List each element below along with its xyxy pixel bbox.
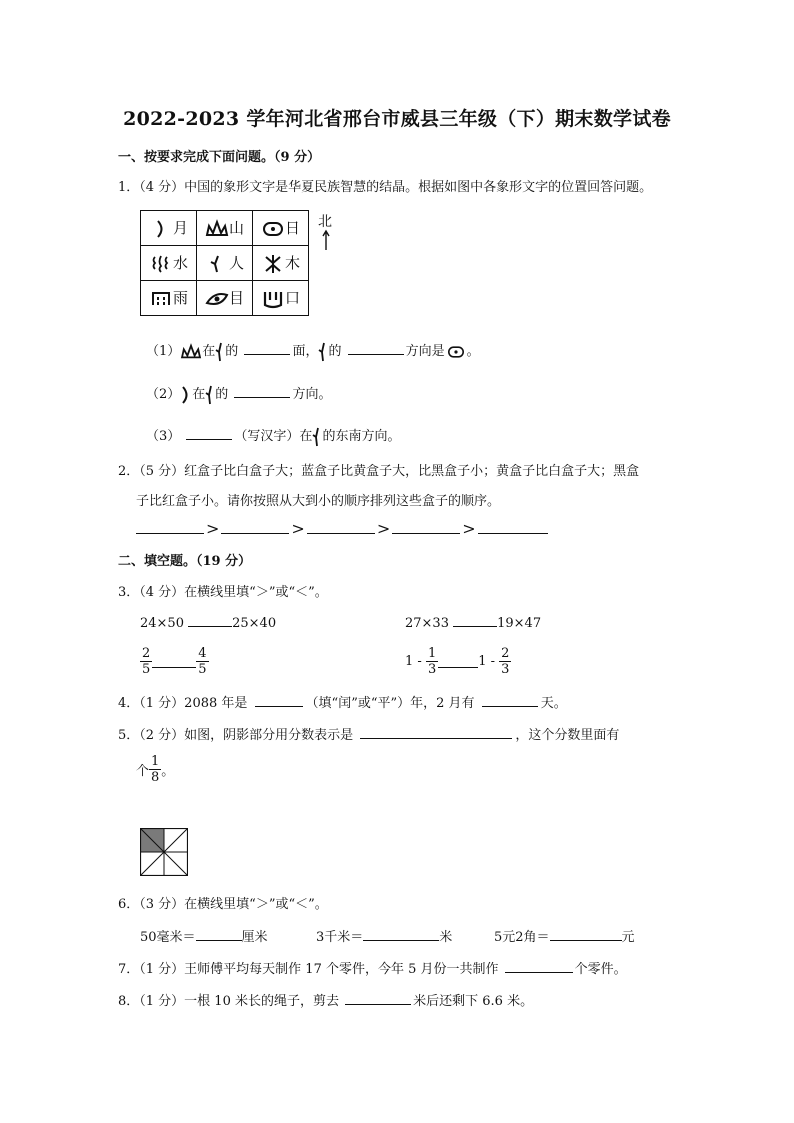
denominator: 5 — [198, 662, 207, 677]
q1-sub2-de: 的 — [215, 387, 229, 402]
q4-blank-2[interactable] — [482, 694, 538, 707]
q6-blank-1[interactable] — [196, 928, 242, 941]
denominator: 3 — [501, 662, 510, 677]
gt-sign: > — [462, 519, 476, 538]
fraction-1-3 — [426, 646, 438, 677]
fraction-2-5 — [140, 646, 152, 677]
sun-pictograph-icon — [445, 344, 467, 360]
q1-sub3-blank[interactable] — [186, 427, 232, 440]
eye-pictograph-icon — [205, 289, 229, 309]
q6-a-left: 50毫米＝ — [140, 930, 196, 945]
cell-moon-char: 月 — [172, 219, 188, 237]
q3-e2-left: 27×33 — [405, 616, 449, 631]
person-pictograph-icon — [205, 254, 229, 274]
q4-a: 4．（1 分）2088 年是 — [118, 696, 248, 711]
q2-blank-5[interactable] — [478, 521, 548, 534]
cell-mountain-char: 山 — [228, 219, 244, 237]
numerator: 2 — [501, 646, 510, 661]
q6-stem: 6．（3 分）在横线里填“＞”或“＜”。 — [118, 897, 328, 912]
numerator: 1 — [427, 646, 437, 661]
q3-blank-3[interactable] — [152, 655, 196, 668]
tree-pictograph-icon — [261, 254, 285, 274]
moon-pictograph-icon — [180, 385, 192, 405]
q3-blank-2[interactable] — [453, 614, 497, 627]
q1-sub3-mid: （写汉字）在 — [234, 429, 313, 444]
q1-sub1-de2: 的 — [328, 344, 342, 359]
north-arrow-icon — [321, 229, 331, 251]
q1-sub1-de: 的 — [225, 344, 239, 359]
q5-c: 个 — [136, 764, 150, 779]
q5-blank-1[interactable] — [360, 726, 512, 739]
cell-rain — [141, 281, 197, 316]
q5-line-1 — [118, 724, 619, 743]
cell-sun — [253, 211, 309, 246]
q3-expr-3 — [140, 646, 209, 677]
q8-b: 米后还剩下 6.6 米。 — [413, 994, 534, 1009]
gt-sign: > — [376, 519, 391, 538]
person-pictograph-icon — [205, 385, 215, 405]
q3-stem: 3．（4 分）在横线里填“＞”或“＜”。 — [118, 585, 328, 600]
q1-sub1-end: 。 — [466, 344, 480, 359]
water-pictograph-icon — [149, 254, 173, 274]
q6-item-2 — [316, 926, 452, 945]
q3-f3-prefix: 1 - — [405, 654, 422, 669]
q5-d: 。 — [161, 764, 175, 779]
mountain-pictograph-icon — [180, 343, 202, 361]
q7-b: 个零件。 — [574, 962, 627, 977]
page-title: 2022-2023 学年河北省邢台市威县三年级（下）期末数学试卷 — [123, 108, 671, 130]
q3-e1-left: 24×50 — [140, 616, 184, 631]
q1-sub2 — [146, 383, 331, 405]
q1-sub3 — [146, 425, 400, 447]
numerator: 4 — [198, 646, 207, 661]
q2-blank-1[interactable] — [136, 521, 204, 534]
section-1-heading: 一、按要求完成下面问题。（9 分） — [118, 150, 321, 165]
q1-sub1 — [146, 340, 480, 362]
q1-sub1-mian: 面， — [292, 344, 319, 359]
cell-mouth — [253, 281, 309, 316]
q5-a: 5．（2 分）如图，阴影部分用分数表示是 — [118, 728, 354, 743]
q3-expr-4 — [405, 646, 511, 677]
denominator: 3 — [427, 662, 437, 677]
q1-sub2-zai: 在 — [192, 387, 206, 402]
q8-blank[interactable] — [345, 992, 411, 1005]
fraction-1-8 — [149, 754, 161, 785]
q2-blank-3[interactable] — [307, 521, 375, 534]
fraction-2-3 — [499, 646, 511, 677]
q2-line-2: 子比红盒子小。请你按照从大到小的顺序排列这些盒子的顺序。 — [136, 494, 501, 509]
cell-person — [197, 246, 253, 281]
q8 — [118, 990, 533, 1009]
cell-tree — [253, 246, 309, 281]
cell-eye-char: 目 — [228, 289, 244, 307]
q3-e1-right: 25×40 — [232, 616, 277, 631]
q1-sub2-blank[interactable] — [234, 385, 290, 398]
cell-water — [141, 246, 197, 281]
cell-moon — [141, 211, 197, 246]
q2-blank-2[interactable] — [221, 521, 289, 534]
q6-a-unit: 厘米 — [241, 930, 268, 945]
q1-sub3-end: 的东南方向。 — [322, 429, 401, 444]
mouth-pictograph-icon — [261, 289, 285, 309]
cell-mountain — [197, 211, 253, 246]
q3-e2-right: 19×47 — [497, 616, 542, 631]
q1-sub1-fangxiang: 方向是 — [405, 344, 445, 359]
q1-stem: 1．（4 分）中国的象形文字是华夏民族智慧的结晶。根据如图中各象形文字的位置回答问题。 — [118, 180, 653, 195]
q4-c: 天。 — [540, 696, 567, 711]
gt-sign: > — [206, 519, 220, 538]
q6-item-3 — [494, 926, 635, 945]
q3-expr-2 — [405, 614, 541, 631]
q1-sub1-num: （1） — [146, 344, 181, 359]
rain-pictograph-icon — [149, 289, 173, 309]
q7-a: 7．（1 分）王师傅平均每天制作 17 个零件，今年 5 月份一共制作 — [118, 962, 499, 977]
eighths-square-figure — [140, 828, 188, 876]
q7 — [118, 958, 627, 977]
q3-blank-4[interactable] — [438, 655, 478, 668]
q6-c-unit: 元 — [621, 930, 635, 945]
q1-sub1-blank-2[interactable] — [348, 342, 404, 355]
q1-sub1-zai: 在 — [202, 344, 216, 359]
q1-sub3-num: （3） — [146, 429, 181, 444]
cell-sun-char: 日 — [284, 219, 300, 237]
cell-eye — [197, 281, 253, 316]
q1-sub2-end: 方向。 — [292, 387, 332, 402]
q6-blank-2[interactable] — [363, 928, 439, 941]
cell-tree-char: 木 — [284, 254, 300, 272]
q5-line-2 — [136, 754, 174, 785]
numerator: 2 — [142, 646, 151, 661]
person-pictograph-icon — [318, 342, 328, 362]
q2-line-1: 2．（5 分）红盒子比白盒子大；蓝盒子比黄盒子大，比黑盒子小；黄盒子比白盒子大；黑盒 — [118, 464, 640, 479]
cell-water-char: 水 — [172, 254, 188, 272]
north-label: 北 — [318, 214, 332, 230]
q7-blank[interactable] — [505, 960, 573, 973]
gt-sign: > — [291, 519, 305, 538]
cell-mouth-char: 口 — [284, 289, 300, 307]
sun-pictograph-icon — [261, 219, 285, 239]
moon-pictograph-icon — [149, 219, 173, 239]
q2-answer-row — [136, 519, 548, 538]
q6-item-1 — [140, 926, 268, 945]
q6-b-unit: 米 — [439, 930, 453, 945]
q6-c-left: 5元2角＝ — [494, 930, 550, 945]
q3-expr-1 — [140, 614, 276, 631]
q1-sub1-blank-1[interactable] — [244, 342, 290, 355]
q4 — [118, 692, 567, 711]
denominator: 8 — [151, 770, 160, 785]
q5-b: ，这个分数里面有 — [515, 728, 620, 743]
q3-blank-1[interactable] — [188, 614, 232, 627]
q8-a: 8．（1 分）一根 10 米长的绳子，剪去 — [118, 994, 339, 1009]
q4-blank-1[interactable] — [255, 694, 303, 707]
numerator: 1 — [151, 754, 160, 769]
pictograph-grid — [140, 210, 309, 316]
q6-blank-3[interactable] — [550, 928, 622, 941]
section-2-heading: 二、填空题。（19 分） — [118, 554, 252, 569]
mountain-pictograph-icon — [205, 219, 229, 239]
person-pictograph-icon — [215, 342, 225, 362]
q1-sub2-num: （2） — [146, 387, 181, 402]
cell-rain-char: 雨 — [172, 289, 188, 307]
q6-b-left: 3千米＝ — [316, 930, 364, 945]
q2-blank-4[interactable] — [392, 521, 460, 534]
person-pictograph-icon — [312, 427, 322, 447]
q3-f4-prefix: 1 - — [478, 654, 496, 669]
cell-person-char: 人 — [228, 254, 244, 272]
q4-b: （填“闰”或“平”）年，2 月有 — [305, 696, 475, 711]
fraction-4-5 — [196, 646, 208, 677]
denominator: 5 — [142, 662, 151, 677]
